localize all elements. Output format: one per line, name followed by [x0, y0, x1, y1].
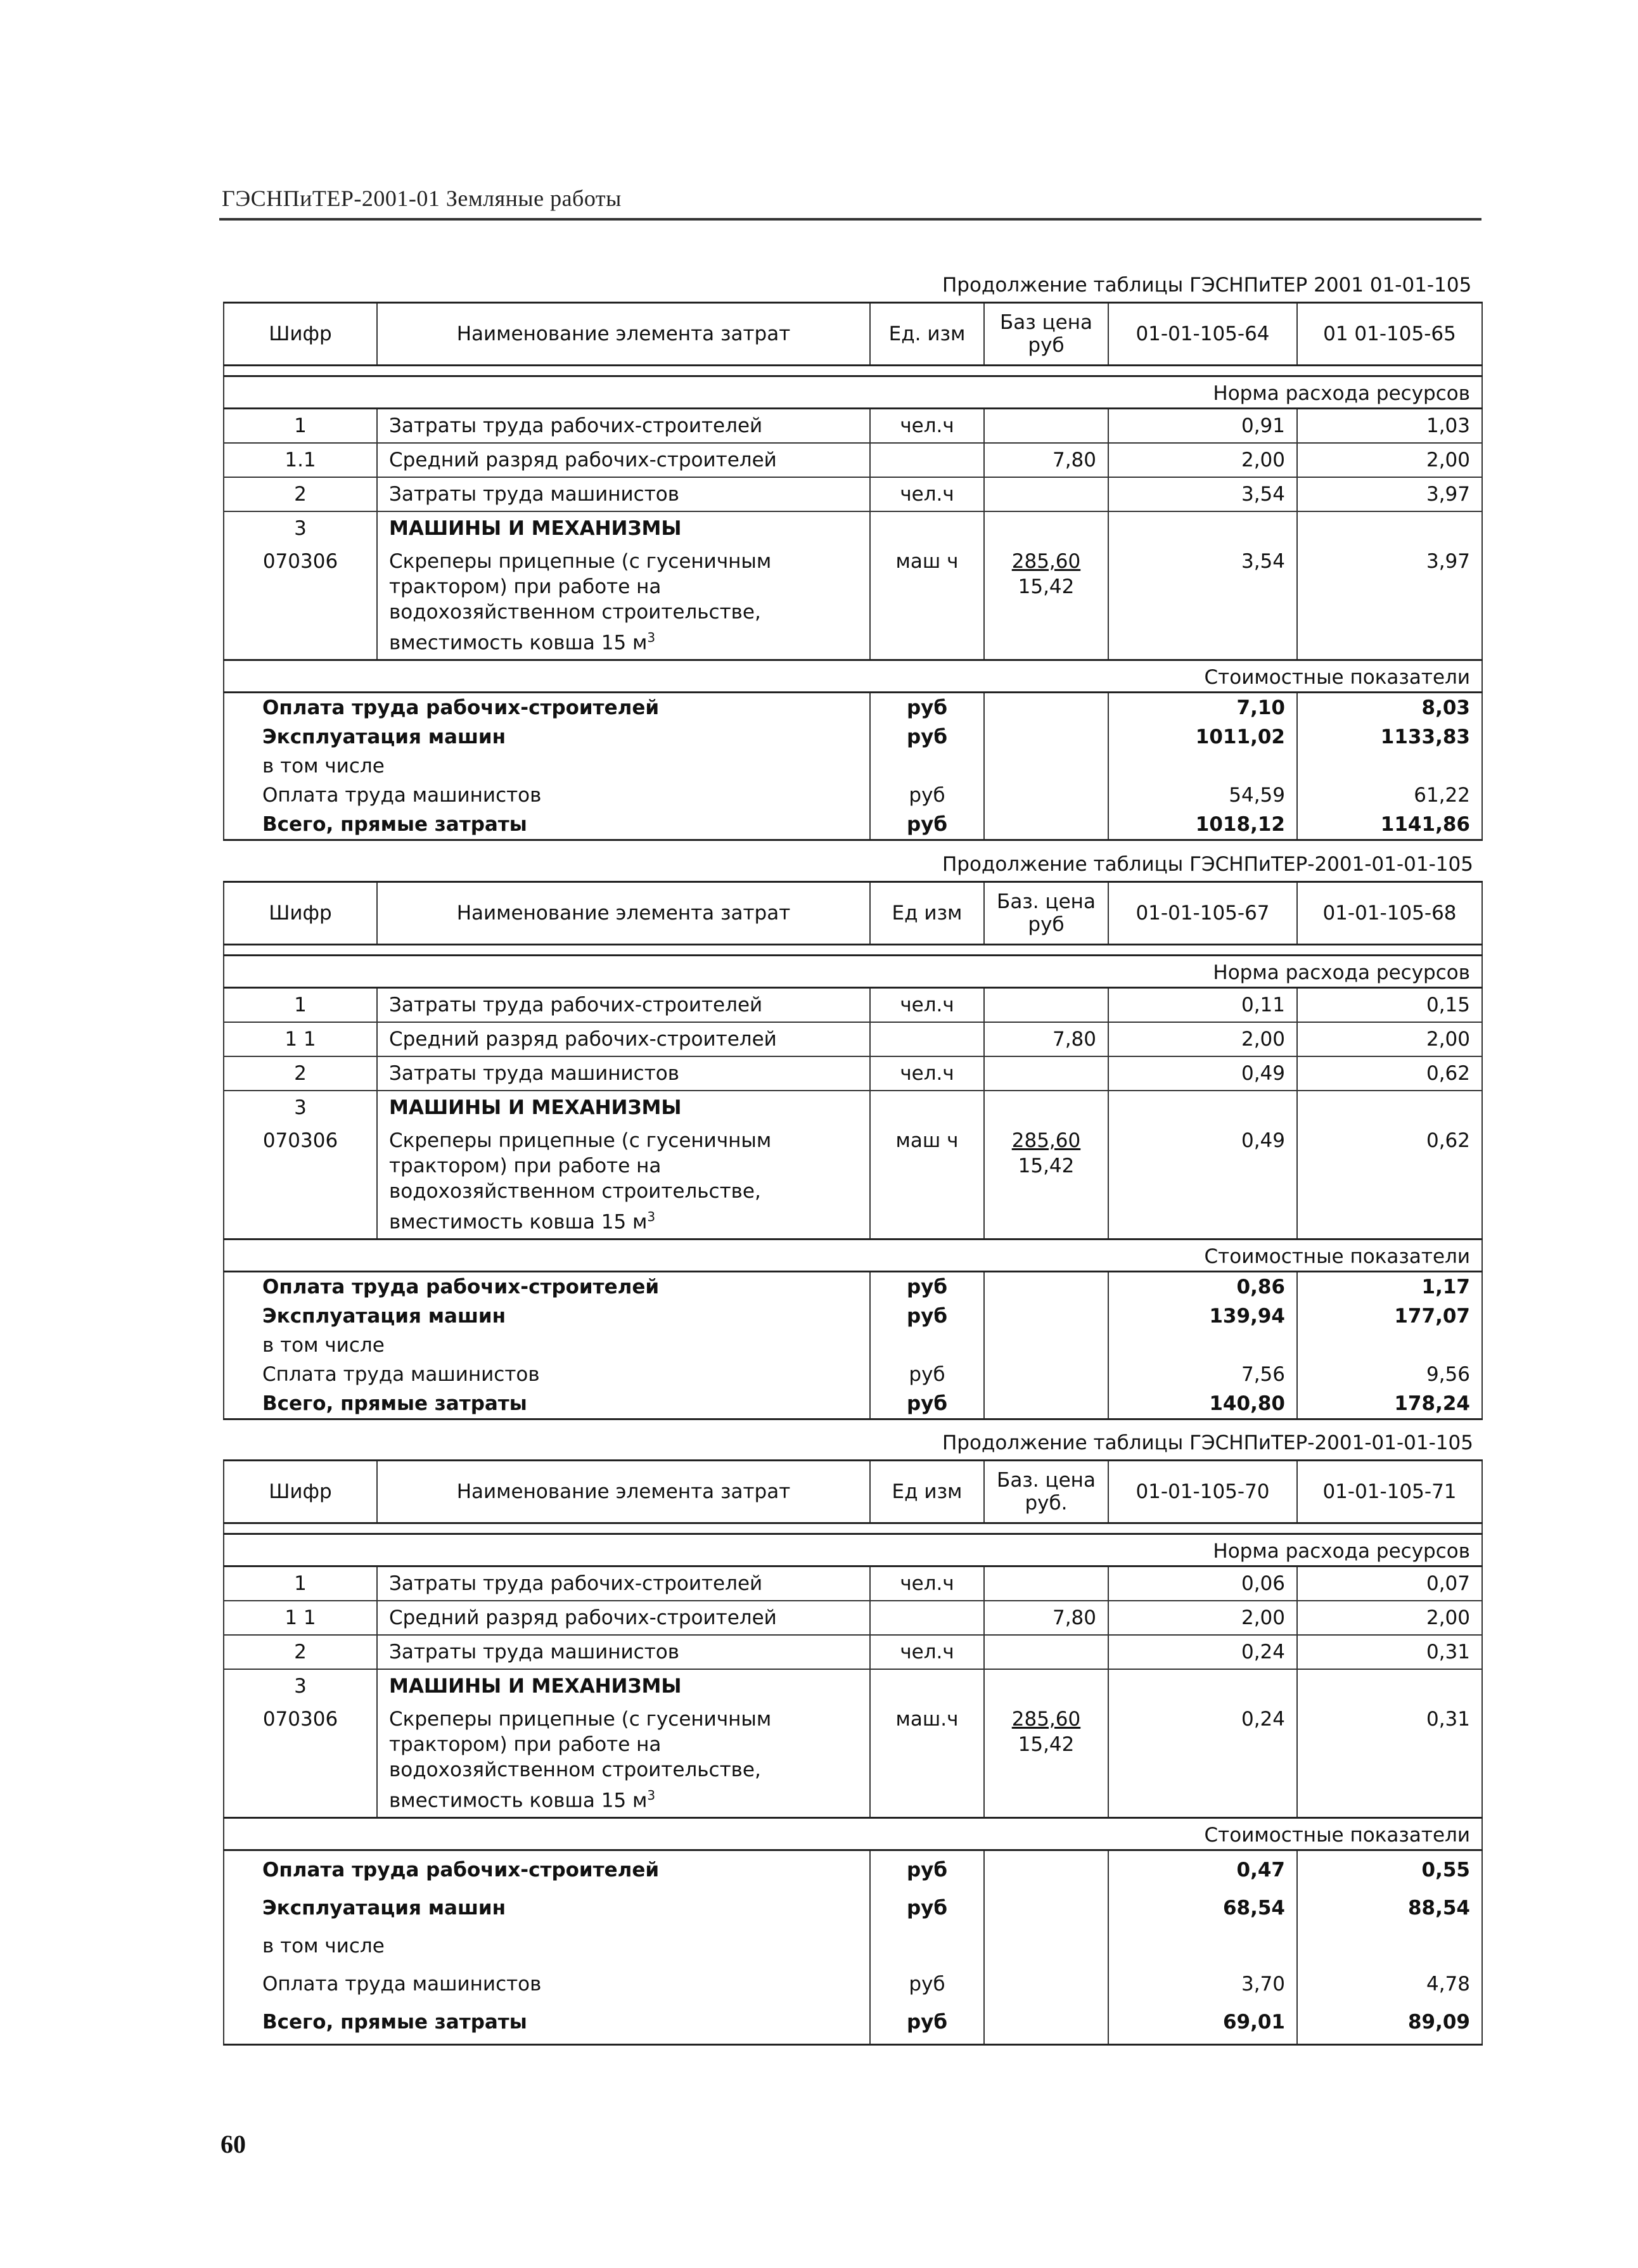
cost-row	[224, 1389, 1482, 1419]
cost-name: Оплата труда рабочих-строителей	[224, 693, 870, 723]
cost-row	[224, 781, 1482, 810]
spacer-row	[224, 945, 1482, 956]
norm-code-1: 01-01-105-70	[1108, 1461, 1297, 1523]
machine-code: 070306	[224, 545, 377, 660]
machine-value-2: 3,97	[1297, 545, 1482, 660]
cipher-header: Шифр	[224, 1461, 377, 1523]
row-value-1: 0,06	[1108, 1566, 1297, 1601]
cost-row	[224, 810, 1482, 840]
machine-price-labor: 15,42	[1018, 1155, 1075, 1177]
row-value-2: 0,15	[1297, 988, 1482, 1023]
row-unit: чел.ч	[870, 1056, 984, 1091]
cost-name: в том числе	[224, 752, 870, 781]
norm-code-2: 01 01-105-65	[1297, 303, 1482, 366]
machine-unit: маш ч	[870, 545, 984, 660]
cost-name: в том числе	[224, 1331, 870, 1360]
section-costs	[224, 1818, 1482, 1850]
cost-value-1: 68,54	[1108, 1889, 1297, 1927]
cost-value-1	[1108, 1927, 1297, 1965]
page-number: 60	[221, 2130, 246, 2158]
machine-price-labor: 15,42	[1018, 1733, 1075, 1756]
cost-value-2: 1141,86	[1297, 810, 1482, 840]
row-name: МАШИНЫ И МЕХАНИЗМЫ	[377, 1091, 870, 1124]
row-value-2: 0,31	[1297, 1635, 1482, 1669]
norm-section-label: Норма расхода ресурсов	[224, 376, 1482, 409]
cost-value-1: 54,59	[1108, 781, 1297, 810]
section-norms	[224, 376, 1482, 409]
table-row	[224, 545, 1482, 660]
row-name: Затраты труда рабочих-строителей	[377, 409, 870, 444]
price-header	[984, 882, 1108, 945]
machine-price-labor: 15,42	[1018, 575, 1075, 598]
row-unit	[870, 1022, 984, 1056]
cost-value-2: 0,55	[1297, 1850, 1482, 1890]
table-row	[224, 511, 1482, 545]
table-row	[224, 988, 1482, 1023]
row-name: Затраты труда машинистов	[377, 1635, 870, 1669]
cost-row	[224, 1302, 1482, 1331]
name-header: Наименование элемента затрат	[377, 1461, 870, 1523]
cost-value-2: 88,54	[1297, 1889, 1482, 1927]
table-row	[224, 1703, 1482, 1818]
cost-name: Сплата труда машинистов	[224, 1360, 870, 1389]
row-value-1: 0,11	[1108, 988, 1297, 1023]
cost-value-2: 61,22	[1297, 781, 1482, 810]
cost-name: Эксплуатация машин	[224, 1889, 870, 1927]
table-row	[224, 1022, 1482, 1056]
machine-price-cell	[984, 1703, 1108, 1818]
row-code: 3	[224, 1091, 377, 1124]
cost-unit: руб	[870, 1360, 984, 1389]
machine-price: 285,60	[1011, 550, 1081, 573]
cost-unit: руб	[870, 722, 984, 752]
row-unit: чел.ч	[870, 409, 984, 444]
table-row	[224, 1091, 1482, 1124]
machine-value-1: 3,54	[1108, 545, 1297, 660]
row-name: Затраты труда рабочих-строителей	[377, 1566, 870, 1601]
cost-row	[224, 1965, 1482, 2003]
cost-name: Всего, прямые затраты	[224, 810, 870, 840]
cost-value-1: 7,10	[1108, 693, 1297, 723]
cost-value-2: 8,03	[1297, 693, 1482, 723]
machine-name: Скреперы прицепные (с гусеничным трактором) при работе на водохозяйственном строительстве, вместимость ковша 15 м	[389, 1129, 772, 1234]
cost-name: Оплата труда рабочих-строителей	[224, 1272, 870, 1302]
norm-code-2: 01-01-105-71	[1297, 1461, 1482, 1523]
cost-value-1	[1108, 752, 1297, 781]
row-price	[984, 409, 1108, 444]
machine-code: 070306	[224, 1703, 377, 1818]
row-name: Затраты труда машинистов	[377, 477, 870, 511]
row-value-1: 0,24	[1108, 1635, 1297, 1669]
price-header-line1: Баз. цена	[997, 890, 1096, 913]
resource-table-3	[223, 1459, 1483, 2046]
cost-unit: руб	[870, 1965, 984, 2003]
row-value-2: 2,00	[1297, 443, 1482, 477]
cost-row	[224, 693, 1482, 723]
machine-price-cell	[984, 545, 1108, 660]
cost-name: Оплата труда машинистов	[224, 781, 870, 810]
row-name: Средний разряд рабочих-строителей	[377, 443, 870, 477]
machine-name-cell: Скреперы прицепные (с гусеничным трактором) при работе на водохозяйственном строительстве, вместимость ковша 15 $м^3$	[377, 1703, 870, 1818]
table-caption: Продолжение таблицы ГЭСНПиТЕР-2001-01-01-105	[942, 1432, 1473, 1454]
table-row	[224, 1566, 1482, 1601]
cost-unit: руб	[870, 1889, 984, 1927]
row-price	[984, 988, 1108, 1023]
norm-code-1: 01-01-105-67	[1108, 882, 1297, 945]
row-code: 1 1	[224, 1022, 377, 1056]
row-price	[984, 1566, 1108, 1601]
row-value-2: 3,97	[1297, 477, 1482, 511]
machine-value-2: 0,62	[1297, 1124, 1482, 1240]
machine-name: Скреперы прицепные (с гусеничным трактором) при работе на водохозяйственном строительстве, вместимость ковша 15 м	[389, 550, 772, 655]
row-unit	[870, 1601, 984, 1635]
cost-unit	[870, 752, 984, 781]
machine-name-cell: Скреперы прицепные (с гусеничным трактором) при работе на водохозяйственном строительстве, вместимость ковша 15 $м^3$	[377, 545, 870, 660]
cost-section-label: Стоимостные показатели	[224, 660, 1482, 693]
row-value-1: 2,00	[1108, 1601, 1297, 1635]
price-header	[984, 1461, 1108, 1523]
cost-value-1: 139,94	[1108, 1302, 1297, 1331]
cost-section-label: Стоимостные показатели	[224, 1240, 1482, 1272]
norm-code-2: 01-01-105-68	[1297, 882, 1482, 945]
cost-row	[224, 1272, 1482, 1302]
cost-name: Всего, прямые затраты	[224, 2003, 870, 2045]
machine-name: Скреперы прицепные (с гусеничным трактором) при работе на водохозяйственном строительстве, вместимость ковша 15 м	[389, 1708, 772, 1812]
cost-value-1: 140,80	[1108, 1389, 1297, 1419]
running-header: ГЭСНПиТЕР-2001-01 Земляные работы	[222, 186, 622, 211]
cipher-header: Шифр	[224, 303, 377, 366]
machine-value-1: 0,49	[1108, 1124, 1297, 1240]
cost-unit: руб	[870, 1389, 984, 1419]
row-code: 2	[224, 1056, 377, 1091]
machine-value-1: 0,24	[1108, 1703, 1297, 1818]
cost-value-1: 1018,12	[1108, 810, 1297, 840]
table-row	[224, 1635, 1482, 1669]
cost-value-1: 1011,02	[1108, 722, 1297, 752]
cost-value-1: 69,01	[1108, 2003, 1297, 2045]
cost-unit: руб	[870, 1272, 984, 1302]
header-rule	[219, 218, 1481, 221]
machine-price: 285,60	[1011, 1129, 1081, 1152]
row-code: 3	[224, 1669, 377, 1703]
cipher-header: Шифр	[224, 882, 377, 945]
row-code: 1 1	[224, 1601, 377, 1635]
row-value-1: 2,00	[1108, 443, 1297, 477]
cost-value-2: 178,24	[1297, 1389, 1482, 1419]
cost-section-label: Стоимостные показатели	[224, 1818, 1482, 1850]
row-price	[984, 1056, 1108, 1091]
cost-unit: руб	[870, 1850, 984, 1890]
price-header-line1: Баз. цена	[997, 1469, 1096, 1492]
cost-value-2	[1297, 752, 1482, 781]
cost-unit: руб	[870, 810, 984, 840]
machine-unit: маш ч	[870, 1124, 984, 1240]
cost-value-1: 7,56	[1108, 1360, 1297, 1389]
price-header-line2: руб	[1028, 913, 1065, 936]
cost-value-1: 0,47	[1108, 1850, 1297, 1890]
row-unit: чел.ч	[870, 1566, 984, 1601]
row-value-2: 2,00	[1297, 1022, 1482, 1056]
row-code: 1	[224, 1566, 377, 1601]
price-header-line2: руб.	[1025, 1492, 1068, 1515]
table-row	[224, 1669, 1482, 1703]
cost-value-2: 4,78	[1297, 1965, 1482, 2003]
cost-name: Эксплуатация машин	[224, 722, 870, 752]
row-code: 1	[224, 988, 377, 1023]
norm-section-label: Норма расхода ресурсов	[224, 956, 1482, 988]
row-value-1: 2,00	[1108, 1022, 1297, 1056]
section-norms	[224, 1534, 1482, 1566]
cost-value-2: 89,09	[1297, 2003, 1482, 2045]
row-value-1: 0,49	[1108, 1056, 1297, 1091]
machine-name-cell: Скреперы прицепные (с гусеничным трактором) при работе на водохозяйственном строительстве, вместимость ковша 15 $м^3$	[377, 1124, 870, 1240]
cost-row	[224, 1360, 1482, 1389]
price-header-line2: руб	[1028, 334, 1065, 357]
norm-code-1: 01-01-105-64	[1108, 303, 1297, 366]
table-header-row	[224, 882, 1482, 945]
row-name: МАШИНЫ И МЕХАНИЗМЫ	[377, 1669, 870, 1703]
row-price: 7,80	[984, 1601, 1108, 1635]
unit-header: Ед. изм	[870, 303, 984, 366]
cost-unit	[870, 1927, 984, 1965]
cost-value-1	[1108, 1331, 1297, 1360]
table-header-row	[224, 303, 1482, 366]
table-row	[224, 443, 1482, 477]
cost-value-1: 3,70	[1108, 1965, 1297, 2003]
cost-name: в том числе	[224, 1927, 870, 1965]
table-header-row	[224, 1461, 1482, 1523]
row-value-1: 3,54	[1108, 477, 1297, 511]
row-name: Затраты труда машинистов	[377, 1056, 870, 1091]
cost-value-2: 9,56	[1297, 1360, 1482, 1389]
cost-value-2	[1297, 1331, 1482, 1360]
cost-row	[224, 1927, 1482, 1965]
table-row	[224, 409, 1482, 444]
section-norms	[224, 956, 1482, 988]
norm-section-label: Норма расхода ресурсов	[224, 1534, 1482, 1566]
cost-value-2	[1297, 1927, 1482, 1965]
machine-code: 070306	[224, 1124, 377, 1240]
row-price: 7,80	[984, 443, 1108, 477]
resource-table-1	[223, 302, 1483, 841]
spacer-row	[224, 1523, 1482, 1534]
row-price	[984, 1635, 1108, 1669]
table-row	[224, 1056, 1482, 1091]
name-header: Наименование элемента затрат	[377, 303, 870, 366]
cost-value-2: 1,17	[1297, 1272, 1482, 1302]
row-value-2: 1,03	[1297, 409, 1482, 444]
price-header-line1: Баз цена	[999, 311, 1093, 334]
row-price	[984, 477, 1108, 511]
row-price: 7,80	[984, 1022, 1108, 1056]
row-value-2: 2,00	[1297, 1601, 1482, 1635]
cost-name: Эксплуатация машин	[224, 1302, 870, 1331]
row-name: МАШИНЫ И МЕХАНИЗМЫ	[377, 511, 870, 545]
table-caption: Продолжение таблицы ГЭСНПиТЕР 2001 01-01-105	[942, 274, 1472, 297]
table-caption: Продолжение таблицы ГЭСНПиТЕР-2001-01-01-105	[942, 853, 1473, 876]
table-row	[224, 1601, 1482, 1635]
row-code: 2	[224, 477, 377, 511]
row-value-2: 0,07	[1297, 1566, 1482, 1601]
cost-row	[224, 1889, 1482, 1927]
row-value-2: 0,62	[1297, 1056, 1482, 1091]
unit-header: Ед изм	[870, 1461, 984, 1523]
row-name: Затраты труда рабочих-строителей	[377, 988, 870, 1023]
cost-row	[224, 1850, 1482, 1890]
cost-row	[224, 1331, 1482, 1360]
cost-value-2: 177,07	[1297, 1302, 1482, 1331]
machine-price-cell	[984, 1124, 1108, 1240]
table-row	[224, 1124, 1482, 1240]
unit-header: Ед изм	[870, 882, 984, 945]
price-header	[984, 303, 1108, 366]
cost-name: Оплата труда рабочих-строителей	[224, 1850, 870, 1890]
machine-value-2: 0,31	[1297, 1703, 1482, 1818]
cost-unit: руб	[870, 693, 984, 723]
row-code: 1	[224, 409, 377, 444]
spacer-row	[224, 366, 1482, 376]
row-name: Средний разряд рабочих-строителей	[377, 1601, 870, 1635]
cost-row	[224, 722, 1482, 752]
cost-name: Оплата труда машинистов	[224, 1965, 870, 2003]
cost-unit: руб	[870, 2003, 984, 2045]
machine-unit: маш.ч	[870, 1703, 984, 1818]
section-costs	[224, 660, 1482, 693]
row-code: 2	[224, 1635, 377, 1669]
row-name: Средний разряд рабочих-строителей	[377, 1022, 870, 1056]
cost-value-1: 0,86	[1108, 1272, 1297, 1302]
resource-table-2	[223, 881, 1483, 1420]
table-row	[224, 477, 1482, 511]
cost-unit	[870, 1331, 984, 1360]
cost-unit: руб	[870, 1302, 984, 1331]
row-unit: чел.ч	[870, 988, 984, 1023]
cost-value-2: 1133,83	[1297, 722, 1482, 752]
row-code: 3	[224, 511, 377, 545]
row-unit: чел.ч	[870, 1635, 984, 1669]
cost-name: Всего, прямые затраты	[224, 1389, 870, 1419]
machine-price: 285,60	[1011, 1708, 1081, 1731]
row-value-1: 0,91	[1108, 409, 1297, 444]
cost-unit: руб	[870, 781, 984, 810]
cost-row	[224, 752, 1482, 781]
name-header: Наименование элемента затрат	[377, 882, 870, 945]
section-costs	[224, 1240, 1482, 1272]
row-unit	[870, 443, 984, 477]
row-code: 1.1	[224, 443, 377, 477]
cost-row	[224, 2003, 1482, 2045]
row-unit: чел.ч	[870, 477, 984, 511]
